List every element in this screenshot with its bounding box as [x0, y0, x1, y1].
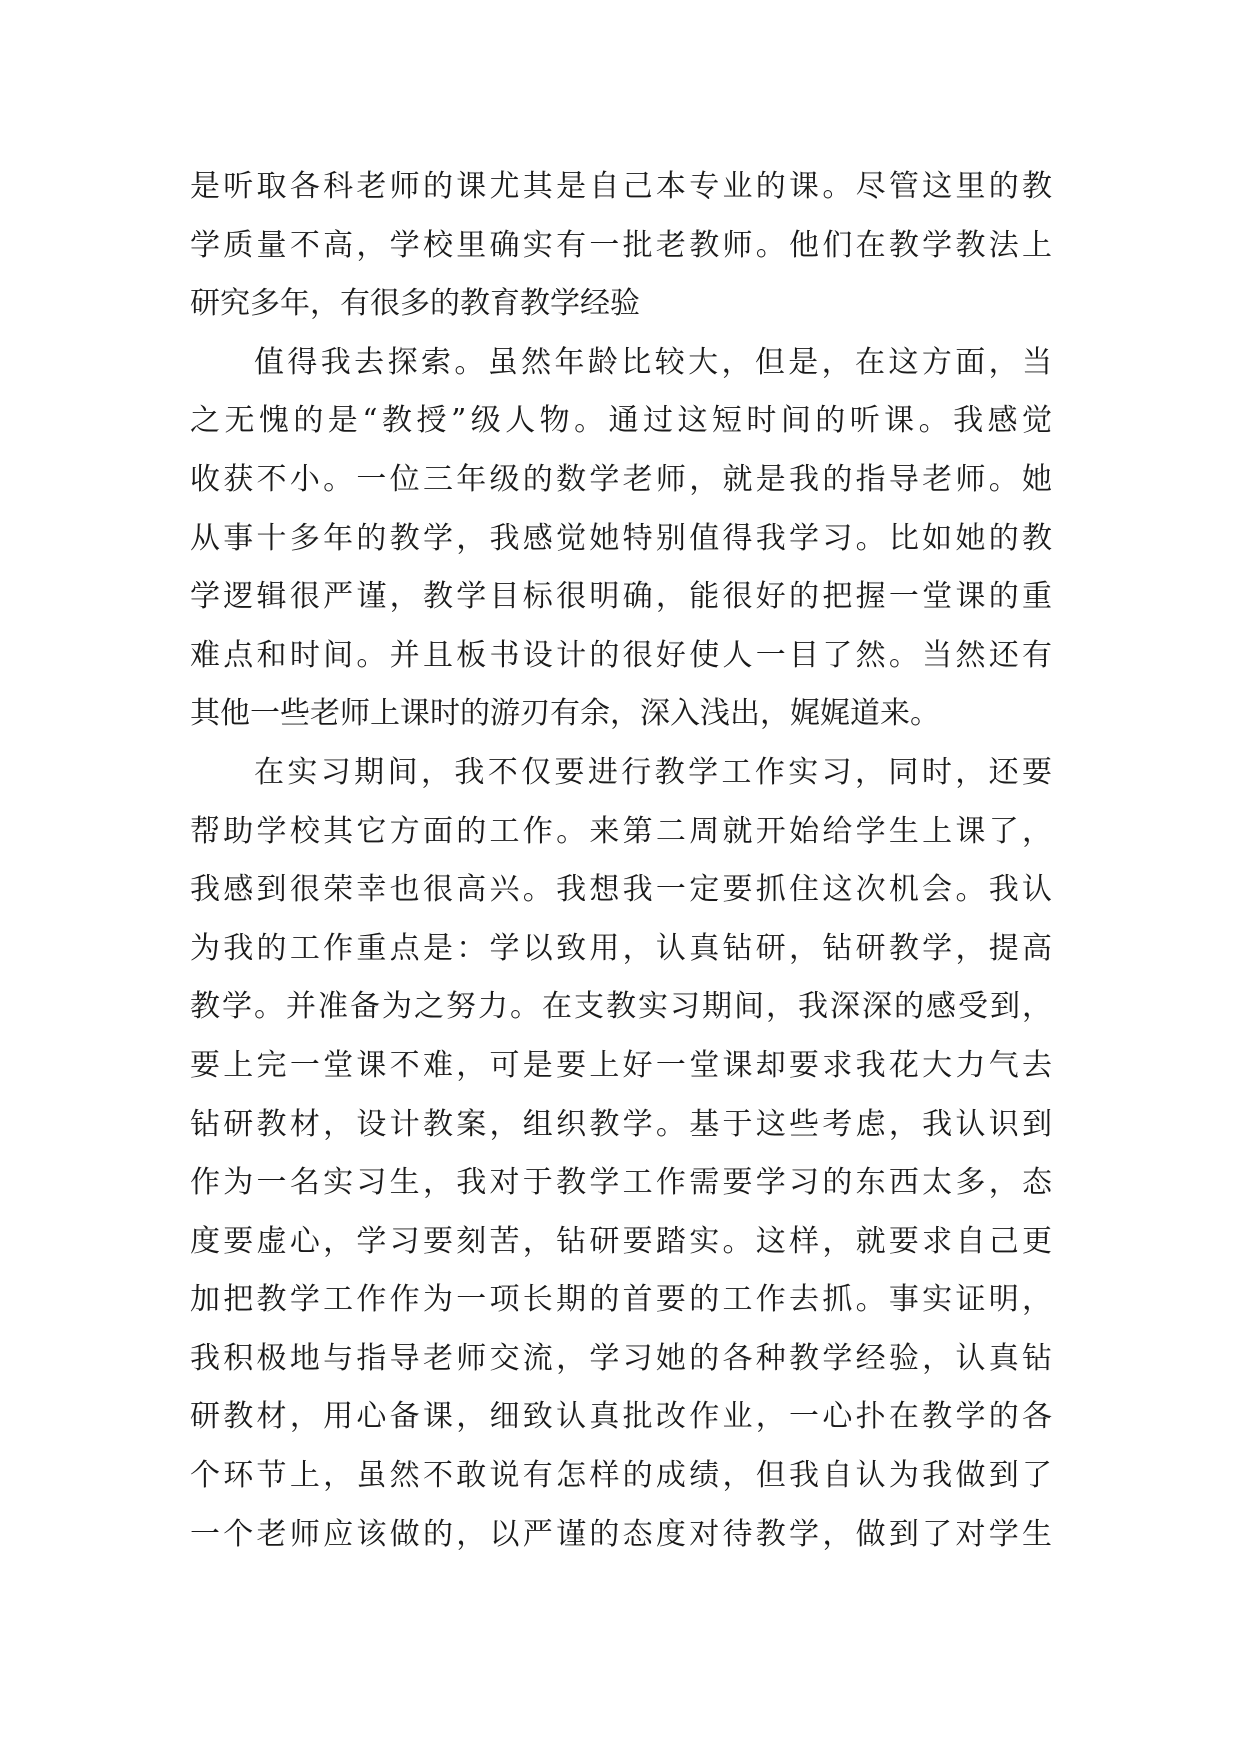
- text-line: 收获不小。一位三年级的数学老师，就是我的指导老师。她: [190, 461, 1052, 497]
- text-line: 作为一名实习生，我对于教学工作需要学习的东西太多，态: [190, 1165, 1052, 1201]
- text-line: 帮助学校其它方面的工作。来第二周就开始给学生上课了，: [190, 813, 1052, 849]
- text-line: 我积极地与指导老师交流，学习她的各种教学经验，认真钻: [190, 1340, 1052, 1376]
- text-line: 一个老师应该做的，以严谨的态度对待教学，做到了对学生: [190, 1516, 1052, 1552]
- text-line: 个环节上，虽然不敢说有怎样的成绩，但我自认为我做到了: [190, 1458, 1052, 1494]
- text-line: 难点和时间。并且板书设计的很好使人一目了然。当然还有: [190, 637, 1052, 673]
- text-line: 度要虚心，学习要刻苦，钻研要踏实。这样，就要求自己更: [190, 1223, 1052, 1259]
- text-line: 研教材，用心备课，细致认真批改作业，一心扑在教学的各: [190, 1399, 1052, 1435]
- text-line: 我感到很荣幸也很高兴。我想我一定要抓住这次机会。我认: [190, 872, 1052, 908]
- text-line: 研究多年，有很多的教育教学经验: [190, 286, 640, 322]
- text-line: 为我的工作重点是：学以致用，认真钻研，钻研教学，提高: [190, 930, 1052, 966]
- text-line: 在实习期间，我不仅要进行教学工作实习，同时，还要: [254, 754, 1052, 790]
- text-line: 其他一些老师上课时的游刃有余，深入浅出，娓娓道来。: [190, 696, 940, 732]
- text-line: 是听取各科老师的课尤其是自己本专业的课。尽管这里的教: [190, 169, 1052, 204]
- text-line: 值得我去探索。虽然年龄比较大，但是，在这方面，当: [254, 344, 1052, 380]
- text-line: 教学。并准备为之努力。在支教实习期间，我深深的感受到，: [190, 989, 1052, 1025]
- text-line: 加把教学工作作为一项长期的首要的工作去抓。事实证明，: [190, 1282, 1052, 1318]
- text-line: 之无愧的是“教授”级人物。通过这短时间的听课。我感觉: [190, 403, 1052, 439]
- text-line: 从事十多年的教学，我感觉她特别值得我学习。比如她的教: [190, 520, 1052, 556]
- text-line: 钻研教材，设计教案，组织教学。基于这些考虑，我认识到: [190, 1106, 1052, 1142]
- text-line: 学质量不高，学校里确实有一批老教师。他们在教学教法上: [190, 227, 1052, 263]
- text-line: 学逻辑很严谨，教学目标很明确，能很好的把握一堂课的重: [190, 579, 1052, 615]
- text-line: 要上完一堂课不难，可是要上好一堂课却要求我花大力气去: [190, 1047, 1052, 1083]
- document-body: [190, 158, 1052, 1564]
